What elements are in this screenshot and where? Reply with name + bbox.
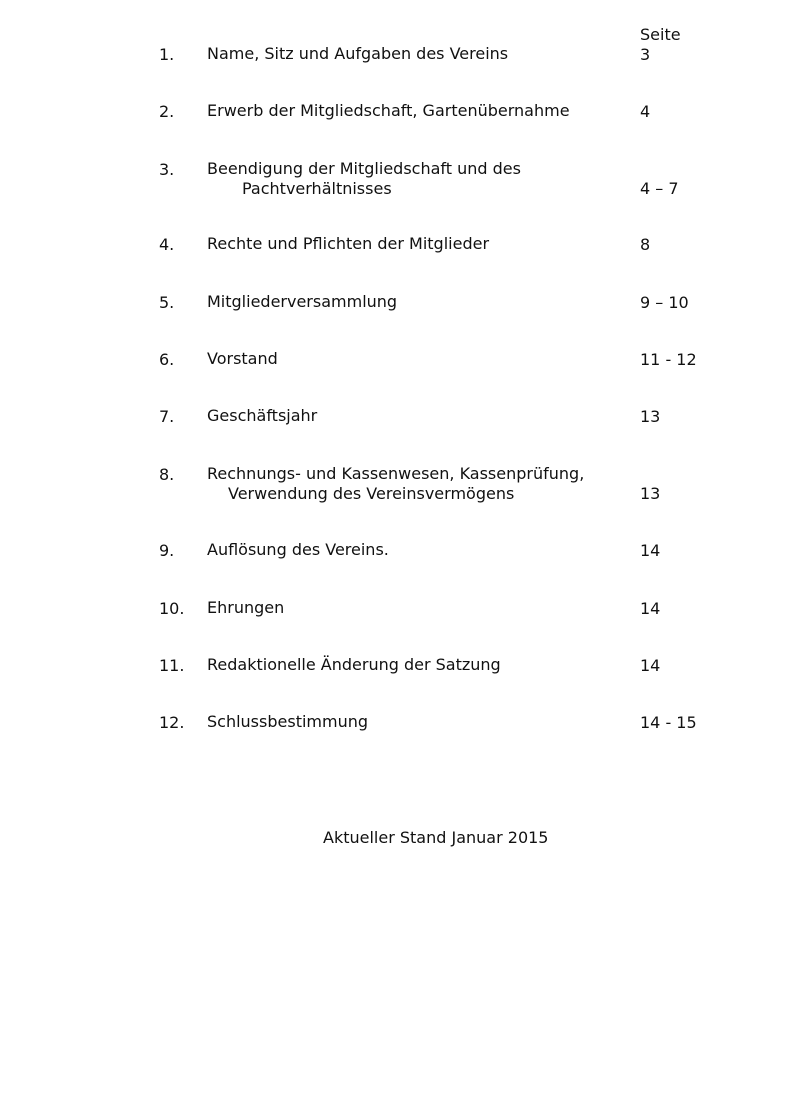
toc-entry-title: [207, 349, 627, 369]
toc-entry-title: [207, 159, 627, 199]
toc-entry-title-line1: Geschäftsjahr: [207, 406, 318, 425]
toc-entry-title-line1: Rechnungs- und Kassenwesen, Kassenprüfung,: [207, 464, 585, 483]
toc-entry-title-line1: Redaktionelle Änderung der Satzung: [207, 655, 501, 674]
toc-entry-title: [207, 101, 627, 121]
toc-entry-title-line2: Verwendung des Vereinsvermögens: [228, 484, 515, 503]
toc-entry-number: 3.: [159, 160, 175, 179]
toc-entry-title-line1: Rechte und Pflichten der Mitglieder: [207, 234, 490, 253]
status-date-note: Aktueller Stand Januar 2015: [323, 828, 549, 847]
toc-entry-title: [207, 44, 627, 64]
toc-entry-title: [207, 292, 627, 312]
toc-entry-page: 11 - 12: [640, 350, 697, 369]
toc-entry-page: 9 – 10: [640, 293, 689, 312]
toc-entry-title: [207, 655, 627, 675]
toc-entry-title-line1: Auflösung des Vereins.: [207, 540, 389, 559]
toc-entry-title-line1: Schlussbestimmung: [207, 712, 369, 731]
toc-entry-title-line2: Pachtverhältnisses: [242, 179, 392, 198]
toc-entry-title-line1: Name, Sitz und Aufgaben des Vereins: [207, 44, 509, 63]
toc-entry-number: 6.: [159, 350, 175, 369]
toc-entry-title-line1: Erwerb der Mitgliedschaft, Gartenübernahme: [207, 101, 570, 120]
toc-entry-page: 8: [640, 235, 651, 254]
toc-entry-page: 14: [640, 656, 661, 675]
toc-entry-number: 7.: [159, 407, 175, 426]
toc-entry-number: 8.: [159, 465, 175, 484]
toc-entry-page: 4 – 7: [640, 179, 679, 198]
toc-entry-number: 1.: [159, 45, 175, 64]
toc-entry-number: 2.: [159, 102, 175, 121]
toc-entry-title: [207, 406, 627, 426]
toc-entry-title-line1: Ehrungen: [207, 598, 285, 617]
toc-entry-page: 4: [640, 102, 651, 121]
toc-entry-page: 14: [640, 599, 661, 618]
toc-entry-number: 12.: [159, 713, 185, 732]
toc-entry-title-line1: Beendigung der Mitgliedschaft und des: [207, 159, 521, 178]
toc-entry-title-line1: Mitgliederversammlung: [207, 292, 398, 311]
toc-entry-title: [207, 234, 627, 254]
toc-entry-page: 14 - 15: [640, 713, 697, 732]
toc-entry-page: 13: [640, 407, 661, 426]
toc-entry-title: [207, 712, 627, 732]
toc-entry-title: [207, 540, 627, 560]
toc-entry-page: 14: [640, 541, 661, 560]
toc-entry-title: [207, 598, 627, 618]
toc-entry-number: 11.: [159, 656, 185, 675]
toc-entry-page: 13: [640, 484, 661, 503]
toc-entry-title-line1: Vorstand: [207, 349, 278, 368]
toc-entry-number: 5.: [159, 293, 175, 312]
toc-entry-page: 3: [640, 45, 651, 64]
toc-entry-number: 10.: [159, 599, 185, 618]
toc-entry-title: [207, 464, 627, 504]
page-column-header: Seite: [640, 25, 681, 44]
toc-entry-number: 9.: [159, 541, 175, 560]
toc-entry-number: 4.: [159, 235, 175, 254]
